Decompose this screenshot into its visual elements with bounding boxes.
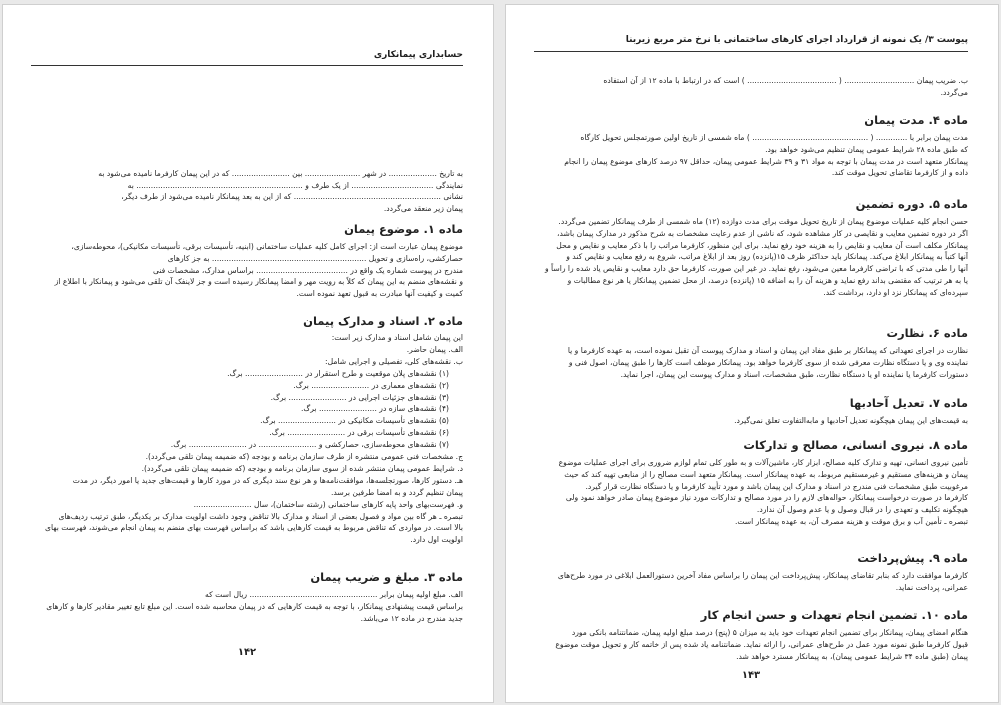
text-line: تبصره ـ تأمین آب و برق موقت و هزینه مصرف آن، به عهده پیمانکار است. bbox=[734, 517, 968, 526]
text-line: د. شرایط عمومی پیمان منتشر شده از سوی سازمان برنامه و بودجه (که ضمیمه پیمان تلقی می‌گردد). bbox=[141, 463, 463, 473]
text-line: کارفرما موافقت دارد که بنابر تقاضای پیمانکار، پیش‌پرداخت این پیمان را براساس مفاد آخرین دستورالعمل ابلاغی در مورد طرح‌های bbox=[557, 571, 968, 580]
text-line: براساس قیمت پیشنهادی پیمانکار، با توجه به قیمت کارهایی که در پیمان محاسبه شده است. این مبلغ تابع تغییر مقادیر کارها و کارهای bbox=[46, 601, 463, 611]
m5-heading: ماده ۵. دوره تضمین bbox=[855, 197, 968, 211]
m10-heading: ماده ۱۰. تضمین انجام تعهدات و حسن انجام کار bbox=[700, 608, 968, 622]
text-line: کارفرما در صورت درخواست پیمانکار، حواله‌های لازم را در مورد مصالح و تدارکات مورد نیاز موضوع پیمان صادر خواهد نمود ولی bbox=[565, 493, 968, 503]
text-line: (۱) نقشه‌های پلان موقعیت و طرح استقرار در ........................ برگ. bbox=[227, 368, 449, 378]
right-page bbox=[505, 4, 999, 703]
text-line: (۶) نقشه‌های تأسیسات برقی در ........................ برگ. bbox=[269, 428, 449, 438]
text-line: این پیمان شامل اسناد و مدارک زیر است: bbox=[331, 333, 463, 342]
text-line: پیمان (طبق ماده ۳۴ شرایط عمومی پیمان)، به پیمانکار مسترد خواهد شد. bbox=[736, 651, 968, 661]
text-line: که طبق ماده ۲۸ شرایط عمومی پیمان تنظیم می‌شود خواهد بود. bbox=[765, 144, 968, 154]
text-line: داده و از کارفرما تقاضای تحویل موقت کند. bbox=[831, 168, 968, 178]
m9-heading: ماده ۹. پیش‌پرداخت bbox=[857, 551, 968, 565]
text-line: ج. مشخصات فنی عمومی منتشره از طرف سازمان برنامه و بودجه (که ضمیمه پیمان تلقی می‌گردد). bbox=[145, 452, 463, 461]
text-line: می‌گردد. bbox=[940, 87, 968, 97]
m6-heading: ماده ۶. نظارت bbox=[886, 326, 968, 340]
m2-heading: ماده ۲. اسناد و مدارک پیمان bbox=[303, 314, 463, 328]
text-line: پیمان تنظیم گردد و به امضا طرفین برسد. bbox=[330, 487, 463, 497]
text-line: ب. ضریب پیمان ............................. ( ..................................... ) است که در ارتباط با ماده ۱۲ از آن استفاده bbox=[603, 76, 968, 85]
m3-heading: ماده ۳. مبلغ و ضریب پیمان bbox=[310, 570, 463, 584]
m1-heading: ماده ۱. موضوع پیمان bbox=[344, 222, 463, 236]
text-line: و نقشه‌های منضم به این پیمان که کلاً به رویت مهر و امضا پیمانکار رسیده است و جز لاینفک آن تلقی می‌شود و پیمانکار با اطلاع از bbox=[54, 277, 463, 287]
text-line: حصارکشی، راه‌سازی و تحویل ................................................................ به جز کارهای bbox=[167, 253, 463, 263]
text-line: پیمانکار متعهد است در مدت پیمان با توجه به مواد ۳۱ و ۳۹ شرایط عمومی پیمان، حداقل ۹۷ درصد کارهای موضوع پیمان را انجام bbox=[564, 156, 968, 166]
text-line: (۳) نقشه‌های جزئیات اجرایی در ........................ برگ. bbox=[270, 392, 449, 402]
text-line: هـ. دستور کارها، صورتجلسه‌ها، موافقت‌نامه‌ها و هر نوع سند دیگری که در مورد کارها و قیمت‌های جدید یا امور دیگر، در مدت bbox=[72, 475, 463, 485]
left-running-header: حسابداری پیمانکاری bbox=[373, 50, 463, 60]
text-line: مندرج در پیوست شماره یک واقع در ...................................... براساس مدارک، مشخصات فنی bbox=[153, 265, 463, 275]
text-line: (۷) نقشه‌های محوطه‌سازی، حصارکشی و ........................ در ........................ برگ. bbox=[170, 440, 449, 450]
text-line: پیمان زیر منعقد می‌گردد. bbox=[383, 203, 463, 213]
text-line: تأمین نیروی انسانی، تهیه و تدارک کلیه مصالح، ابزار کار، ماشین‌آلات و به طور کلی تمام لوازم ضروری برای اجرای عملیات موضوع bbox=[558, 458, 968, 467]
text-line: نماینده وی و یا دستگاه نظارت معرفی شده از سوی کارفرما خواهد بود. پیمانکار موظف است کارها را طبق پیمان، اصول فنی و bbox=[568, 357, 968, 367]
text-line: الف. پیمان حاضر. bbox=[406, 344, 463, 354]
left-header-rule bbox=[31, 65, 463, 66]
text-line: و. فهرست‌بهای واحد پایه کارهای ساختمانی (رشته ساختمان)، سال ........................ bbox=[193, 499, 463, 509]
text-line: یا به هر ترتیب که مقتضی بداند رفع نماید و هزینه آن را به اضافه ۱۵ (پانزده) درصد، از محل تضمین پیمانکار یا هر نوع مطالبات و bbox=[567, 276, 968, 285]
text-line: مدت پیمان برابر با ............. ( ................................................ ) ماه شمسی از تاریخ اولین صورتمجلس تحویل کارگاه bbox=[580, 133, 968, 142]
text-line: آنها را طی مدتی که با تراضی کارفرما معین می‌شود، رفع نماید. در غیر این صورت، کارفرما حق دارد معایب و نقایص یاد شده را راساً و bbox=[544, 264, 968, 274]
left-page-number: ۱۴۲ bbox=[237, 647, 257, 658]
text-line: دستورات کارفرما یا نماینده او یا دستگاه نظارت، طبق مشخصات، اسناد و مدارک پیوست این پیمان، اجرا نماید. bbox=[620, 369, 968, 379]
text-line: نمایندگی .................................. از یک طرف و ..................................................................... به bbox=[127, 180, 463, 190]
text-line: هنگام امضای پیمان، پیمانکار برای تضمین انجام تعهدات خود باید به میزان ۵ (پنج) درصد مبلغ اولیه پیمان، ضمانتنامه بانکی مورد bbox=[571, 628, 968, 637]
m4-heading: ماده ۴. مدت پیمان bbox=[864, 113, 968, 127]
text-line: آنها کتباً به پیمانکار ابلاغ می‌کند. پیمانکار باید حداکثر ظرف ۱۵(پانزده) روز بعد از ابلاغ مراتب، شروع به رفع معایب و نقایص کند و bbox=[566, 252, 968, 262]
text-line: قبول کارفرما طبق نمونه مورد عمل در طرح‌های عمرانی، را ارائه نماید. ضمانتنامه یاد شده پس از خاتمه کار و تحویل موقت موضوع bbox=[555, 639, 968, 649]
text-line: بالا است. در مواردی که تناقض مربوط به قیمت کارهایی باشد که براساس فهرست بهای منضم به پیمان انجام می‌شوند، فهرست بهای bbox=[45, 523, 463, 533]
text-line: اولویت اول دارد. bbox=[410, 535, 463, 545]
text-line: تبصره ـ هر گاه بین مواد و فصول بعضی از اسناد و مدارک بالا تناقض وجود داشت اولویت مدارک بر یکدیگر، طبق ترتیب ردیف‌های bbox=[58, 511, 463, 521]
text-line: به قیمت‌های این پیمان هیچگونه تعدیل آحادبها و مابه‌التفاوت تعلق نمی‌گیرد. bbox=[734, 416, 968, 425]
text-line: کمیت و کیفیت آنها مبادرت به قبول تعهد نموده است. bbox=[296, 289, 463, 299]
text-line: پیمانکار مکلف است آن معایب و نقایص را به هزینه خود رفع نماید. برای این منظور، کارفرما مراتب را با ذکر معایب و نقایص و محل bbox=[556, 240, 968, 250]
m7-heading: ماده ۷. تعدیل آحادبها bbox=[849, 396, 968, 410]
text-line: هیچگونه تکلیف و تعهدی را در قبال وصول و یا عدم وصول آن ندارد. bbox=[756, 505, 968, 515]
text-line: جدید مندرج در ماده ۱۲ می‌باشد. bbox=[360, 613, 463, 623]
text-line: (۴) نقشه‌های سازه در ........................ برگ. bbox=[301, 404, 449, 414]
text-line: اگر در دوره تضمین معایب و نقایصی در کار مشاهده شود، که ناشی از عدم رعایت مشخصات به شرح مذکور در مدارک پیمان باشد، bbox=[557, 228, 968, 238]
text-line: حسن انجام کلیه عملیات موضوع پیمان از تاریخ تحویل موقت برای مدت دوازده (۱۲) ماه شمسی از طرف پیمانکار تضمین می‌گردد. bbox=[558, 217, 968, 226]
left-page bbox=[2, 4, 494, 703]
text-line: (۵) نقشه‌های تأسیسات مکانیکی در ........................ برگ. bbox=[260, 416, 449, 426]
text-line: به تاریخ .................... در شهر ....................... بین ........................ که در این پیمان کارفرما نامیده می‌شود به bbox=[98, 169, 463, 178]
text-line: الف. مبلغ اولیه پیمان برابر ..................................................... ریال است که bbox=[205, 590, 463, 599]
text-line: سپرده‌ای که پیمانکار نزد او دارد، برداشت کند. bbox=[823, 287, 968, 297]
text-line: مرغوبیت طبق مشخصات فنی مندرج در اسناد و مدارک این پیمان باشد و مورد تأیید کارفرما و یا دستگاه نظارت قرار گیرد. bbox=[585, 481, 968, 491]
right-header-rule bbox=[534, 51, 968, 52]
m8-heading: ماده ۸. نیروی انسانی، مصالح و تدارکات bbox=[743, 438, 968, 452]
text-line: پیمان و هزینه‌های مستقیم و غیرمستقیم مربوط، به عهده پیمانکار است. پیمانکار متعهد است مصالح را از منابعی تهیه کند که حیث bbox=[564, 469, 968, 479]
text-line: عمرانی، پرداخت نماید. bbox=[895, 582, 968, 592]
text-line: نشانی ............................................................. که از این به بعد پیمانکار نامیده می‌شود از طرف دیگر، bbox=[121, 192, 463, 201]
text-line: (۲) نقشه‌های معماری در ........................ برگ. bbox=[293, 380, 449, 390]
text-line: ب. نقشه‌های کلی، تفصیلی و اجرایی شامل: bbox=[325, 356, 463, 366]
right-running-header: پیوست ۳/ یک نمونه از قرارداد اجرای کارهای ساختمانی با نرخ متر مربع زیربنا bbox=[625, 35, 968, 45]
text-line: موضوع پیمان عبارت است از: اجرای کامل کلیه عملیات ساختمانی (ابنیه، تأسیسات برقی، تأسیسات مکانیکی)، محوطه‌سازی، bbox=[71, 242, 463, 251]
text-line: نظارت در اجرای تعهداتی که پیمانکار بر طبق مفاد این پیمان و اسناد و مدارک پیوست آن تقبل نموده است، به عهده کارفرما و یا bbox=[567, 346, 968, 355]
right-page-number: ۱۴۳ bbox=[741, 670, 761, 681]
